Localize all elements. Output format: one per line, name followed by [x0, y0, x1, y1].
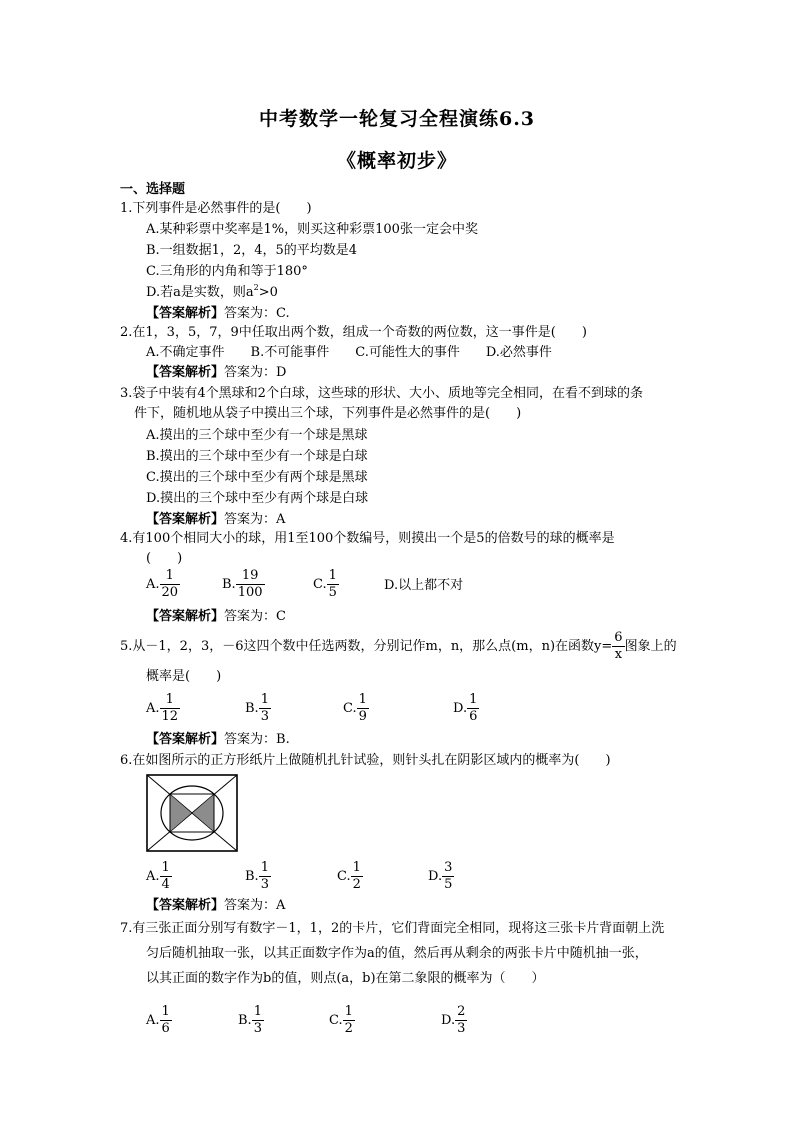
- q4-option-c: C. $\frac{1}{5}$: [313, 568, 337, 600]
- q2-answer: 【答案解析】答案为：D: [146, 365, 287, 380]
- q3-option-a: A.摸出的三个球中至少有一个球是黑球: [146, 428, 368, 443]
- q5-option-a: A. $\frac{1}{12}$: [146, 692, 179, 724]
- fraction: $\frac{1}{3}$: [260, 860, 269, 892]
- fraction: $\frac{1}{9}$: [358, 692, 367, 724]
- q6-answer: 【答案解析】答案为：A: [146, 898, 286, 913]
- q1-stem: 1.下列事件是必然事件的是( ): [120, 201, 312, 216]
- document-title: 中考数学一轮复习全程演练6.3: [258, 108, 536, 130]
- q3-option-b: B.摸出的三个球中至少有一个球是白球: [146, 449, 368, 464]
- q7-option-c: C. $\frac{1}{2}$: [329, 1004, 353, 1036]
- fraction: $\frac{1}{4}$: [161, 860, 170, 892]
- q7-option-b: B. $\frac{1}{3}$: [238, 1004, 262, 1036]
- q4-option-d: D.以上都不对: [384, 578, 464, 593]
- q3-stem-line1: 3.袋子中装有4个黑球和2个白球，这些球的形状、大小、质地等完全相同，在看不到球的条: [120, 386, 643, 401]
- q5-stem-line2: 概率是( ): [146, 669, 222, 684]
- q3-option-d: D.摸出的三个球中至少有两个球是白球: [146, 491, 369, 506]
- q2-options: A.不确定事件 B.不可能事件 C.可能性大的事件 D.必然事件: [146, 345, 552, 360]
- q6-option-a: A. $\frac{1}{4}$: [146, 860, 170, 892]
- q5-option-d: D. $\frac{1}{6}$: [453, 692, 478, 724]
- q6-option-c: C. $\frac{1}{2}$: [337, 860, 361, 892]
- q1-option-d: D.若a是实数，则$a^2>0$: [146, 283, 278, 300]
- fraction: $\frac{1}{6}$: [161, 1004, 170, 1036]
- q4-answer: 【答案解析】答案为：C: [146, 609, 286, 624]
- q4-option-b: B. $\frac{19}{100}$: [222, 568, 263, 600]
- q7-stem-line1: 7.有三张正面分别写有数字－1，1，2的卡片，它们背面完全相同，现将这三张卡片背面朝上洗: [120, 921, 665, 936]
- fraction: $\frac{1}{20}$: [161, 568, 179, 600]
- q1-option-a: A.某种彩票中奖率是1%，则买这种彩票100张一定会中奖: [146, 222, 478, 237]
- square-circle-figure: [146, 774, 238, 852]
- q5-stem-line1: 5.从－1，2，3，－6这四个数中任选两数，分别记作m，n，那么点(m，n)在函数y= $\frac{6}{x}$ 图象上的: [120, 630, 677, 662]
- q5-answer: 【答案解析】答案为：B.: [146, 732, 290, 747]
- q5-option-c: C. $\frac{1}{9}$: [343, 692, 367, 724]
- document-subtitle: 《概率初步》: [336, 150, 457, 172]
- q5-option-b: B. $\frac{1}{3}$: [245, 692, 269, 724]
- fraction: $\frac{1}{6}$: [469, 692, 478, 724]
- q7-stem-line2: 匀后随机抽取一张，以其正面数字作为a的值，然后再从剩余的两张卡片中随机抽一张，: [146, 946, 648, 961]
- fraction: $\frac{1}{2}$: [352, 860, 361, 892]
- fraction: $\frac{6}{x}$: [614, 630, 623, 662]
- fraction: $\frac{1}{5}$: [328, 568, 337, 600]
- section-heading: 一、选择题: [120, 182, 186, 197]
- q3-option-c: C.摸出的三个球中至少有两个球是黑球: [146, 470, 368, 485]
- q7-option-a: A. $\frac{1}{6}$: [146, 1004, 170, 1036]
- q6-option-d: D. $\frac{3}{5}$: [428, 860, 453, 892]
- q3-stem-line2: 件下，随机地从袋子中摸出三个球，下列事件是必然事件的是( ): [134, 406, 522, 421]
- q6-option-b: B. $\frac{1}{3}$: [245, 860, 269, 892]
- q4-stem-line1: 4.有100个相同大小的球，用1至100个数编号，则摸出一个是5的倍数号的球的概率是: [120, 531, 615, 546]
- fraction: $\frac{1}{3}$: [260, 692, 269, 724]
- fraction: $\frac{1}{2}$: [344, 1004, 353, 1036]
- fraction: $\frac{1}{12}$: [161, 692, 179, 724]
- q3-answer: 【答案解析】答案为：A: [146, 512, 286, 527]
- fraction: $\frac{3}{5}$: [444, 860, 453, 892]
- q1-option-b: B.一组数据1，2，4，5的平均数是4: [146, 243, 358, 258]
- q4-stem-line2: ( ): [146, 551, 183, 566]
- q7-option-d: D. $\frac{2}{3}$: [441, 1004, 466, 1036]
- q7-stem-line3: 以其正面的数字作为b的值，则点(a，b)在第二象限的概率为（ ）: [146, 971, 545, 986]
- fraction: $\frac{1}{3}$: [253, 1004, 262, 1036]
- q1-answer: 【答案解析】答案为：C.: [146, 306, 290, 321]
- q1-option-c: C.三角形的内角和等于180°: [146, 264, 308, 279]
- fraction: $\frac{2}{3}$: [457, 1004, 466, 1036]
- fraction: $\frac{19}{100}$: [237, 568, 263, 600]
- q4-option-a: A. $\frac{1}{20}$: [146, 568, 179, 600]
- q6-stem: 6.在如图所示的正方形纸片上做随机扎针试验，则针头扎在阴影区域内的概率为( ): [120, 753, 611, 768]
- q2-stem: 2.在1，3，5，7，9中任取出两个数，组成一个奇数的两位数，这一事件是( ): [120, 325, 587, 340]
